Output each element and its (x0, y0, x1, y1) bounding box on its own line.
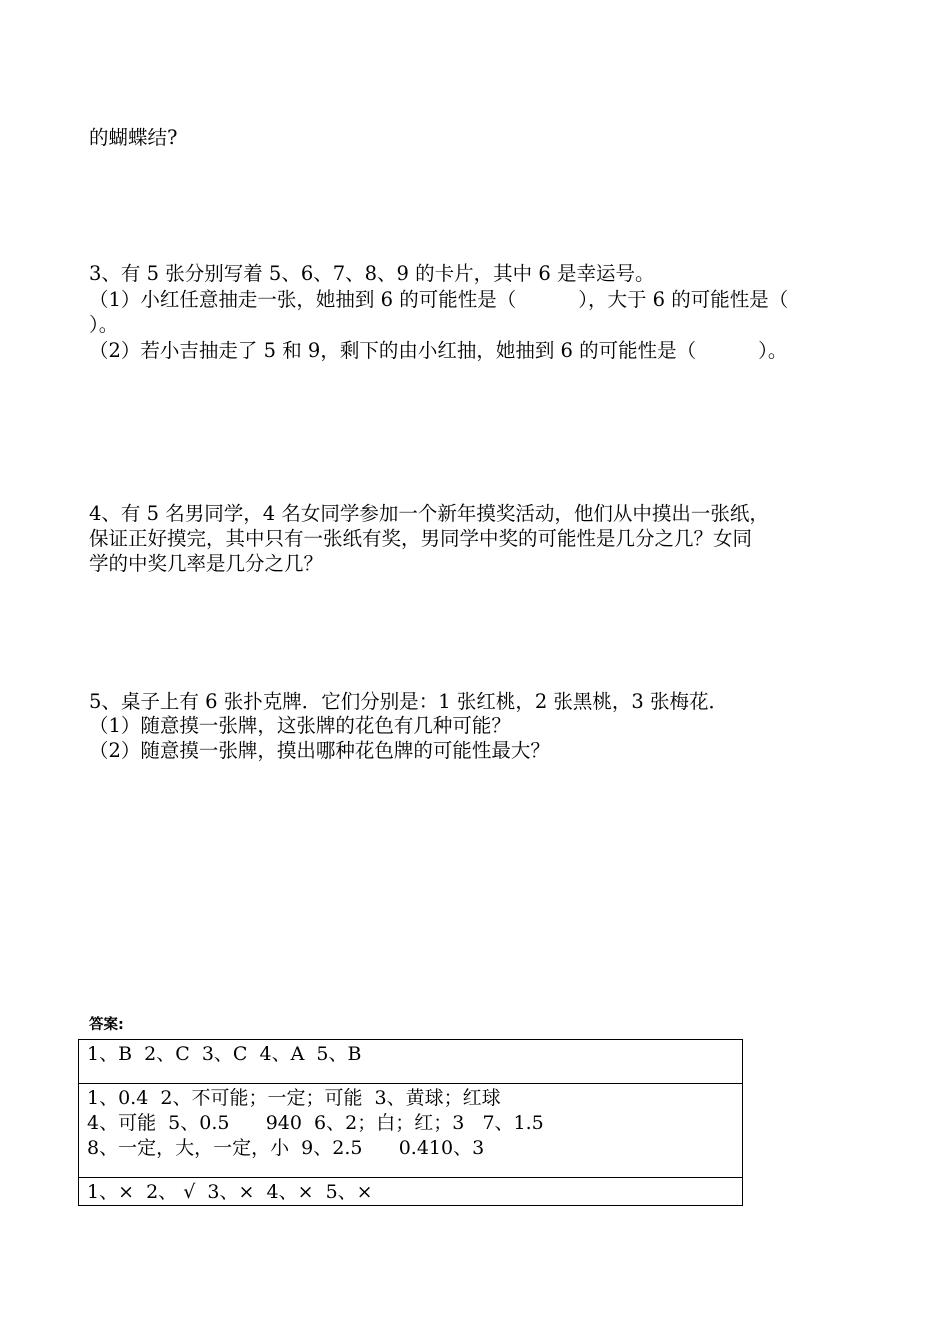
q5-part2: （2）随意摸一张牌，摸出哪种花色牌的可能性最大？ (89, 739, 550, 762)
answers-label: 答案: (89, 1017, 124, 1033)
answers-row-fill (79, 1084, 743, 1178)
answers-fill-line-1: 1、0.4 2、不可能；一定；可能 3、黄球；红球 (87, 1087, 501, 1109)
answers-row-choice (79, 1040, 743, 1084)
answers-fill-line-2: 4、可能 5、0.5 940 6、2；白；红；3 7、1.5 (87, 1112, 544, 1134)
answers-choice-text: 1、B 2、C 3、C 4、A 5、B (87, 1043, 362, 1065)
answers-cell-choice (79, 1040, 743, 1084)
continuation-line: 的蝴蝶结? (89, 126, 178, 149)
answers-cell-fill (79, 1084, 743, 1178)
answers-fill-line-3: 8、一定，大，一定，小 9、2.5 0.410、3 (87, 1137, 485, 1159)
q4-line-1: 4、有 5 名男同学，4 名女同学参加一个新年摸奖活动，他们从中摸出一张纸， (89, 502, 769, 525)
answers-table (78, 1039, 743, 1206)
q3-part1-cont: ）。 (89, 313, 119, 336)
q5-stem: 5、桌子上有 6 张扑克牌．它们分别是：1 张红桃，2 张黑桃，3 张梅花． (89, 690, 729, 713)
answers-cell-judge (79, 1178, 743, 1206)
q5-part1: （1）随意摸一张牌，这张牌的花色有几种可能？ (89, 714, 511, 737)
q4-line-2: 保证正好摸完，其中只有一张纸有奖，男同学中奖的可能性是几分之几？女同 (89, 527, 753, 550)
q3-stem: 3、有 5 张分别写着 5、6、7、8、9 的卡片，其中 6 是幸运号。 (89, 262, 655, 285)
q3-part1: （1）小红任意抽走一张，她抽到 6 的可能性是（ ），大于 6 的可能性是（ (89, 288, 789, 311)
answers-row-judge (79, 1178, 743, 1206)
q3-part2: （2）若小吉抽走了 5 和 9，剩下的由小红抽，她抽到 6 的可能性是（ ）。 (89, 339, 788, 362)
q4-line-3: 学的中奖几率是几分之几？ (89, 552, 324, 575)
answers-judge-text: 1、× 2、 √ 3、× 4、× 5、× (87, 1181, 373, 1203)
